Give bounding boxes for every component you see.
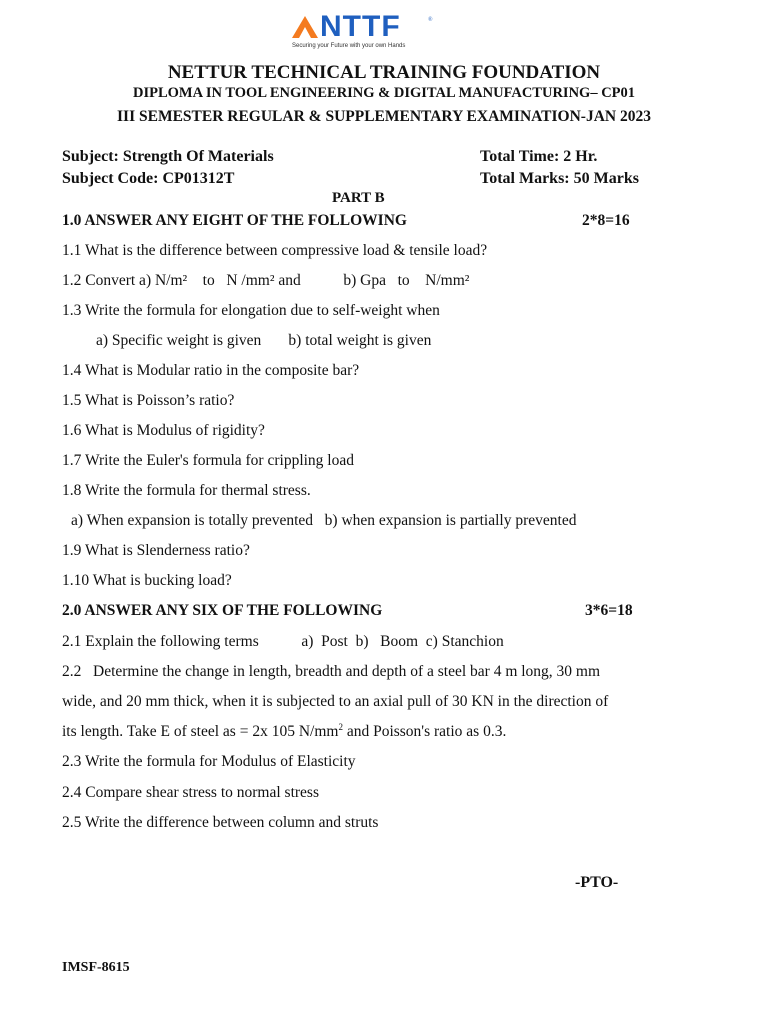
logo-triangle-icon: [288, 12, 322, 42]
exam-title: III SEMESTER REGULAR & SUPPLEMENTARY EXAMINATION-JAN 2023: [117, 108, 651, 125]
question-2-2-superscript: 2: [338, 721, 343, 732]
question-2-2-line-3: [62, 723, 506, 741]
section-1-marks: 2*8=16: [582, 212, 630, 229]
total-time: Total Time: 2 Hr.: [480, 148, 598, 165]
question-1-8: 1.8 Write the formula for thermal stress.: [62, 482, 311, 499]
logo-registered-mark: ®: [428, 17, 433, 23]
question-1-10: 1.10 What is bucking load?: [62, 572, 232, 589]
question-2-5: 2.5 Write the difference between column and struts: [62, 814, 379, 831]
section-2-heading: 2.0 ANSWER ANY SIX OF THE FOLLOWING: [62, 602, 383, 619]
question-2-4: 2.4 Compare shear stress to normal stress: [62, 784, 319, 801]
total-marks: Total Marks: 50 Marks: [480, 170, 639, 187]
subject-label: Subject: Strength Of Materials: [62, 148, 274, 165]
question-2-2-line-2: wide, and 20 mm thick, when it is subjected to an axial pull of 30 KN in the direction of: [62, 693, 609, 710]
logo-brand-text: NTTF: [320, 10, 401, 43]
question-2-2-text-b: and Poisson's ratio as 0.3.: [342, 723, 507, 740]
question-1-8-options: a) When expansion is totally prevented b) when expansion is partially prevented: [71, 512, 577, 529]
question-1-2: 1.2 Convert a) N/m² to N /mm² and b) Gpa to N/mm²: [62, 272, 470, 289]
question-1-3-options: a) Specific weight is given b) total weight is given: [96, 332, 432, 349]
pto-marker: -PTO-: [575, 874, 619, 891]
question-1-7: 1.7 Write the Euler's formula for crippling load: [62, 452, 354, 469]
question-1-3: 1.3 Write the formula for elongation due to self-weight when: [62, 302, 440, 319]
logo-tagline: Securing your Future with your own Hands: [292, 43, 406, 49]
question-1-5: 1.5 What is Poisson’s ratio?: [62, 392, 235, 409]
subject-code: Subject Code: CP01312T: [62, 170, 235, 187]
question-2-3: 2.3 Write the formula for Modulus of Elasticity: [62, 753, 356, 770]
part-heading: PART B: [332, 190, 385, 206]
section-2-marks: 3*6=18: [585, 602, 633, 619]
program-title: DIPLOMA IN TOOL ENGINEERING & DIGITAL MANUFACTURING– CP01: [132, 85, 636, 101]
question-1-6: 1.6 What is Modulus of rigidity?: [62, 422, 265, 439]
question-2-1: 2.1 Explain the following terms a) Post b) Boom c) Stanchion: [62, 633, 504, 650]
section-1-heading: 1.0 ANSWER ANY EIGHT OF THE FOLLOWING: [62, 212, 407, 229]
nttf-logo: [288, 12, 438, 52]
question-1-4: 1.4 What is Modular ratio in the composite bar?: [62, 362, 360, 379]
question-1-9: 1.9 What is Slenderness ratio?: [62, 542, 250, 559]
question-2-2-text-a: its length. Take E of steel as = 2x 105 N/mm: [62, 723, 339, 740]
question-1-1: 1.1 What is the difference between compressive load & tensile load?: [62, 242, 488, 259]
institute-title: NETTUR TECHNICAL TRAINING FOUNDATION: [167, 62, 601, 83]
question-2-2-line-1: 2.2 Determine the change in length, breadth and depth of a steel bar 4 m long, 30 mm: [62, 663, 601, 680]
footer-form-code: IMSF-8615: [62, 960, 130, 975]
